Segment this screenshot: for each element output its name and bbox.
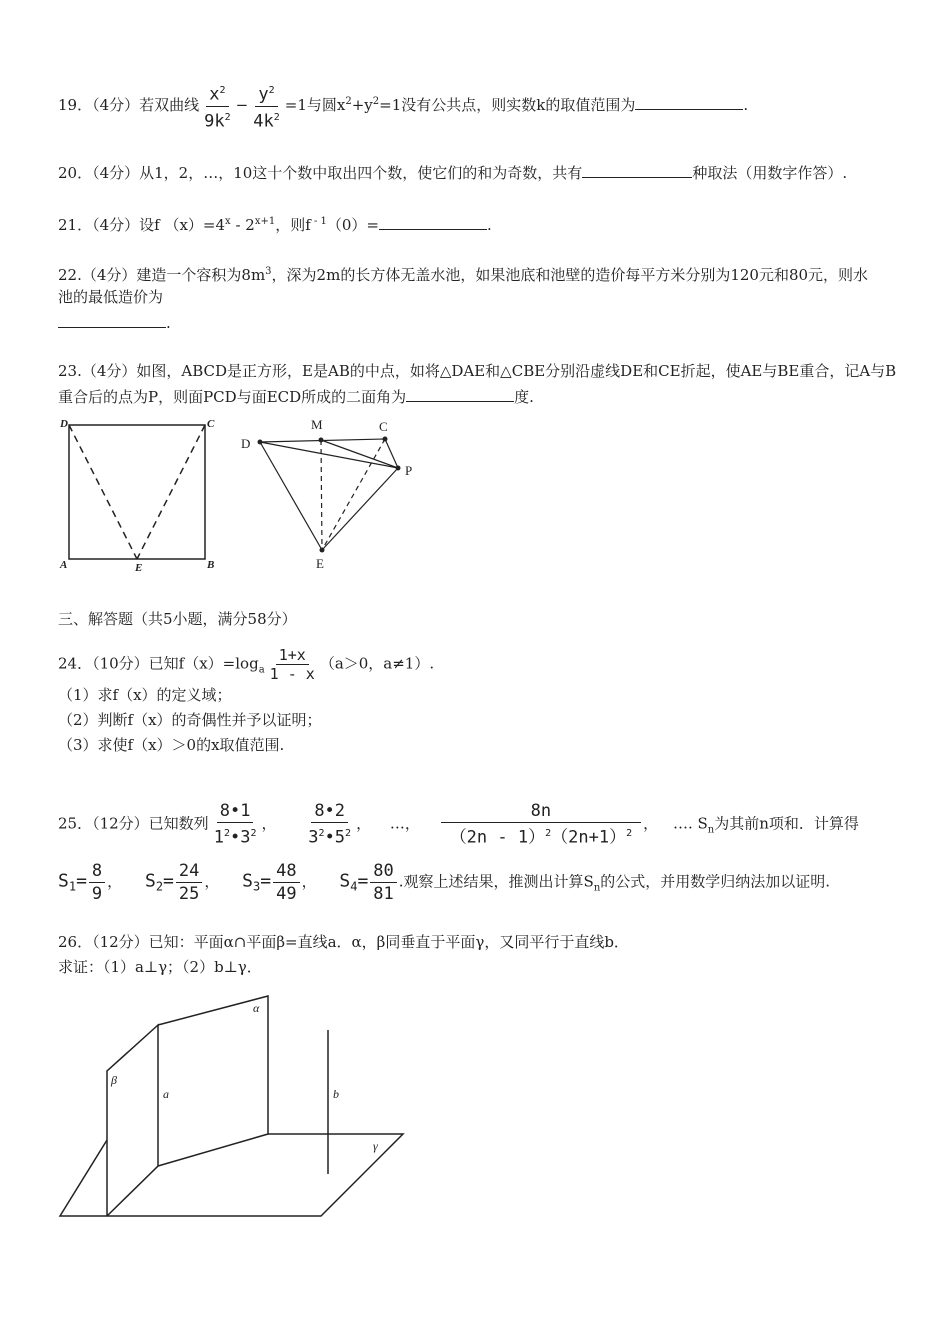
q26-figure	[55, 988, 415, 1228]
label-e: E	[135, 562, 143, 574]
q25-term-1: $\frac{8•1}{1^2•3^2}$	[213, 801, 257, 848]
q22-answer-blank[interactable]	[58, 312, 166, 328]
q23-figure	[55, 415, 435, 575]
q19-answer-blank[interactable]	[635, 94, 743, 110]
label-beta: β	[111, 1073, 117, 1087]
q22-line3: .	[58, 312, 171, 333]
q21-line: 21．（4分）设f $(x)=4^x - 2^{x+1}$，则f $^{- 1}$（0）= .	[58, 216, 492, 234]
square-abcd	[69, 425, 205, 559]
label-b: b	[333, 1087, 339, 1101]
q24-item-2: （2）判断f（x）的奇偶性并予以证明；	[58, 711, 322, 729]
label-alpha: α	[253, 1001, 260, 1015]
label-p: P	[405, 463, 413, 478]
q24-item-3: （3）求使f（x）＞0的x取值范围.	[58, 736, 285, 754]
section3-title: 三、解答题（共5小题，满分58分）	[58, 610, 297, 628]
q20-answer-blank[interactable]	[582, 162, 692, 178]
q19-fraction-y: $\frac{y^2}{4k^2}$	[250, 80, 283, 132]
q25-term-n: $\frac{8n}{(2n - 1)^2(2n+1)^2}$	[441, 800, 641, 849]
q26-line1: 26．（12分）已知：平面α∩平面β=直线a．α，β同垂直于平面γ，又同平行于直线b．	[58, 933, 629, 951]
label-gamma: γ	[373, 1139, 378, 1153]
q25-line2: $S_1=$ $\frac{8}{9}$ ， $S_2=$ $\frac{24}{25}$ ， $S_3=$ $\frac{48}{49}$ ， $S_4=$ $\frac{80}{81}$ .观察上述结果，推测出计算$S_n$的公式，并用数学归纳法加以证明.	[58, 861, 831, 904]
s1-fraction: $\frac{8}{9}$	[89, 860, 105, 905]
label-d: D	[60, 418, 68, 430]
minus-sign: −	[235, 96, 249, 115]
label-c: C	[207, 418, 215, 430]
label-m: M	[311, 417, 323, 432]
q25-line1: 25．（12分）已知数列 $\frac{8•1}{1^2•3^2}$ ， $\frac{8•2}{3^2•5^2}$ ， …， $\frac{8n}{(2n - 1)^2(2n+1)^2}$ ， …. $S_n$为其前n项和．计算得	[58, 801, 859, 848]
q24-item-1: （1）求f（x）的定义域；	[58, 686, 232, 704]
q19-line: 19．（4分）若双曲线 $\frac{x^2}{9k^2}$ − $\frac{y^2}{4k^2}$ =1与圆$x^2+y^2=1$没有公共点，则实数k的取值范围为 .	[58, 80, 748, 132]
q23-answer-blank[interactable]	[406, 386, 514, 402]
folded-solid	[260, 439, 398, 550]
label-a: A	[60, 559, 68, 571]
label-c2: C	[379, 419, 388, 434]
q21-answer-blank[interactable]	[379, 214, 487, 230]
label-d2: D	[241, 436, 251, 451]
q23-line1: 23.（4分）如图，ABCD是正方形，E是AB的中点，如将△DAE和△CBE分别沿虚线DE和CE折起，使AE与BE重合，记A与B	[58, 362, 897, 380]
q22-line2: 池的最低造价为	[58, 288, 164, 306]
q20-text: 20．（4分）从1，2，…，10这十个数中取出四个数，使它们的和为奇数，共有	[58, 164, 583, 182]
label-a: a	[163, 1087, 169, 1101]
plane-alpha	[158, 996, 268, 1166]
q22-line1: 22.（4分）建造一个容积为$8m^3$，深为2m的长方体无盖水池，如果池底和池壁的造价每平方米分别为120元和80元，则水	[58, 266, 869, 284]
q23-line2: 重合后的点为P，则面PCD与面ECD所成的二面角为 度.	[58, 388, 534, 406]
plane-beta	[107, 1025, 158, 1216]
q20-line: 20．（4分）从1，2，…，10这十个数中取出四个数，使它们的和为奇数，共有 种取法（用数字作答）.	[58, 164, 848, 182]
label-b: B	[207, 559, 215, 571]
q19-fraction-x: $\frac{x^2}{9k^2}$	[201, 80, 234, 132]
plane-gamma	[60, 1134, 403, 1216]
q26-line2: 求证：（1）a⊥γ；（2）b⊥γ．	[58, 958, 262, 976]
q24-line: 24．（10分）已知$f(x)=\log_a$ $\frac{1+x}{1 - x}$ （a＞0，a≠1）.	[58, 646, 435, 683]
s3-fraction: $\frac{48}{49}$	[273, 860, 299, 905]
q19-label: 19．（4分）若双曲线	[58, 96, 200, 115]
q24-fraction: $\frac{1+x}{1 - x}$	[269, 646, 315, 683]
q25-term-2: $\frac{8•2}{3^2•5^2}$	[308, 801, 352, 848]
s2-fraction: $\frac{24}{25}$	[176, 860, 202, 905]
s4-fraction: $\frac{80}{81}$	[370, 860, 396, 905]
label-e2: E	[316, 556, 324, 571]
